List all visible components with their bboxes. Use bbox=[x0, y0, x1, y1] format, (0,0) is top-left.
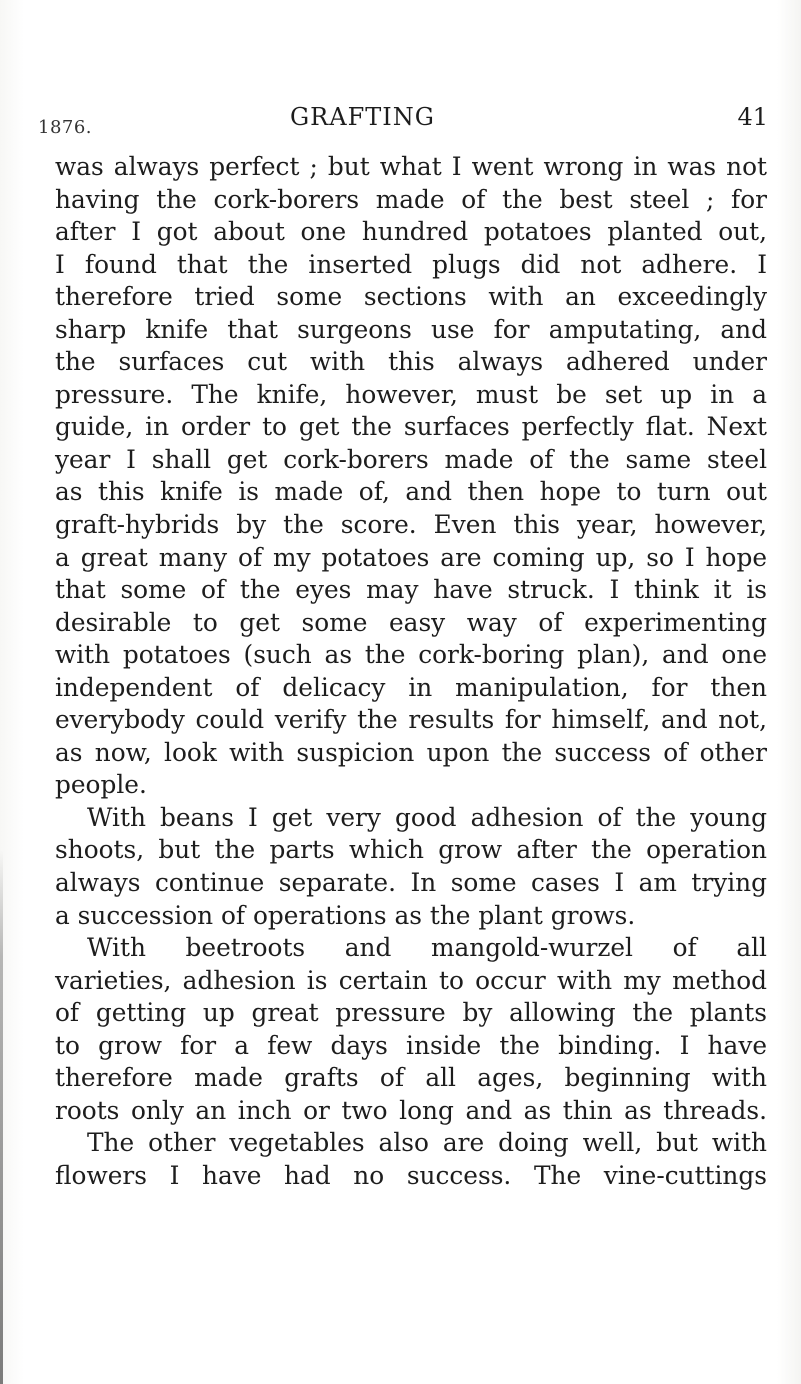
running-title: GRAFTING bbox=[290, 103, 435, 131]
text-line: the surfaces cut with this always adhered under bbox=[55, 347, 767, 377]
text-line: roots only an inch or two long and as thin as threads. bbox=[55, 1095, 767, 1125]
text-line: as this knife is made of, and then hope to turn out bbox=[55, 477, 767, 507]
header-year: 1876. bbox=[38, 117, 93, 138]
text-line: pressure. The knife, however, must be set up in a bbox=[55, 379, 767, 409]
body-text bbox=[55, 151, 767, 1193]
text-line: year I shall get cork-borers made of the same steel bbox=[55, 444, 767, 474]
page-edge-shadow bbox=[0, 850, 3, 1384]
text-line: varieties, adhesion is certain to occur with my method bbox=[55, 965, 767, 995]
text-line: guide, in order to get the surfaces perfectly flat. Next bbox=[55, 412, 767, 442]
text-line: as now, look with suspicion upon the success of other bbox=[55, 737, 767, 767]
text-line: therefore made grafts of all ages, beginning with bbox=[55, 1063, 767, 1093]
text-line: sharp knife that surgeons use for amputating, and bbox=[55, 314, 767, 344]
text-line: was always perfect ; but what I went wrong in was not bbox=[55, 152, 767, 181]
text-line: a great many of my potatoes are coming up, so I hope bbox=[55, 542, 767, 572]
text-line: that some of the eyes may have struck. I think it is bbox=[55, 575, 767, 605]
page-number: 41 bbox=[737, 103, 768, 131]
text-line: With beans I get very good adhesion of the young bbox=[87, 802, 767, 832]
text-line: I found that the inserted plugs did not adhere. I bbox=[55, 249, 767, 279]
text-line: having the cork-borers made of the best steel ; for bbox=[55, 184, 767, 214]
text-line: after I got about one hundred potatoes planted out, bbox=[55, 217, 767, 247]
text-line: therefore tried some sections with an exceedingly bbox=[55, 282, 767, 312]
text-line: to grow for a few days inside the binding. I have bbox=[55, 1030, 767, 1060]
text-line: desirable to get some easy way of experimenting bbox=[55, 607, 767, 637]
text-line: graft-hybrids by the score. Even this year, however, bbox=[55, 510, 767, 540]
text-line: The other vegetables also are doing well, but with bbox=[87, 1128, 767, 1158]
text-line: shoots, but the parts which grow after the operation bbox=[55, 835, 767, 865]
text-line: with potatoes (such as the cork-boring plan), and one bbox=[55, 640, 767, 670]
text-line: flowers I have had no success. The vine-cuttings bbox=[55, 1160, 767, 1190]
text-line: always continue separate. In some cases I am trying bbox=[55, 868, 767, 898]
text-line: everybody could verify the results for himself, and not, bbox=[55, 705, 767, 735]
text-line: of getting up great pressure by allowing the plants bbox=[55, 998, 767, 1028]
text-line: independent of delicacy in manipulation, for then bbox=[55, 672, 767, 702]
text-line: With beetroots and mangold-wurzel of all bbox=[87, 933, 767, 963]
text-line: people. bbox=[55, 770, 147, 800]
running-header bbox=[38, 103, 770, 139]
text-line: a succession of operations as the plant grows. bbox=[55, 900, 636, 930]
